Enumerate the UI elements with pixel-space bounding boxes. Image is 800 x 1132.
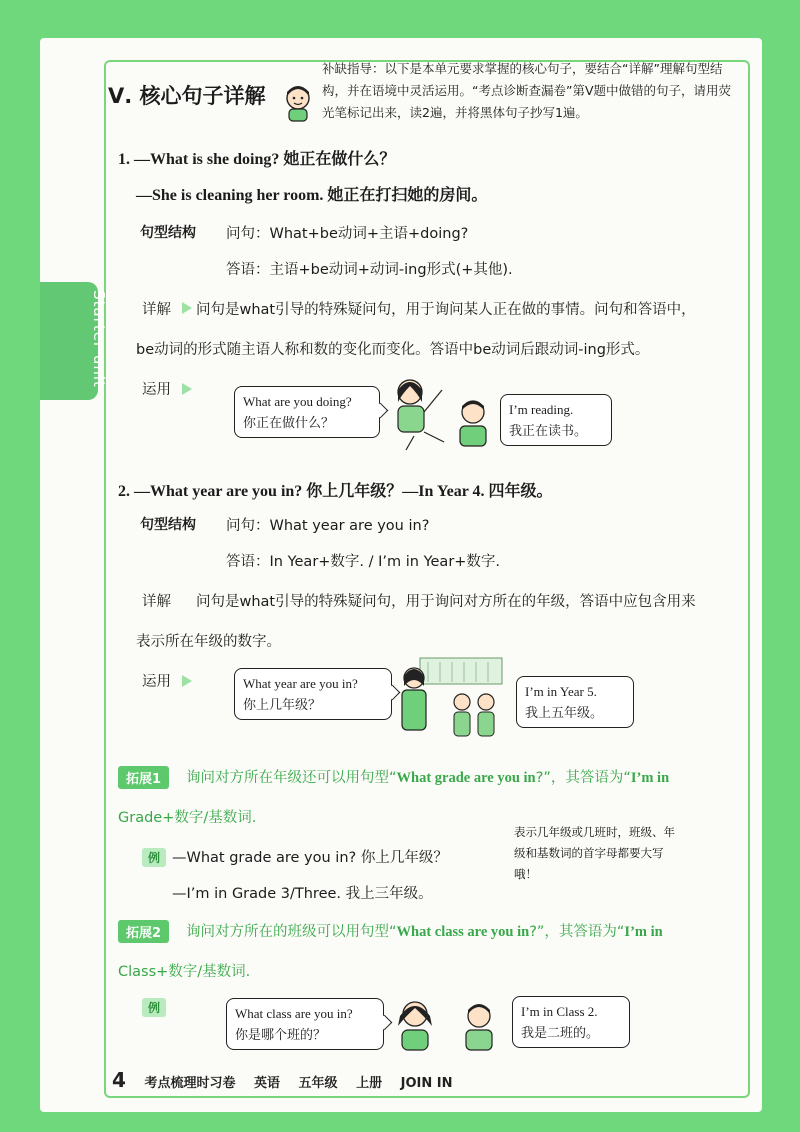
ext2-text-bold2: I’m in [624, 924, 663, 940]
section-title: Ⅴ. 核心句子详解 [108, 84, 266, 108]
side-tab-label: Starter unit [89, 290, 108, 388]
item2-use-label: 运用 [142, 674, 171, 690]
ext1-example-tag: 例 [142, 848, 166, 867]
bubble-en: I’m in Year 5. [525, 684, 597, 699]
ext1-text-mid: ?”，其答语为“ [535, 770, 631, 786]
boy-illustration [456, 998, 502, 1056]
ext1-line2: Grade+数字/基数词. [118, 810, 257, 826]
item2-explain-line2: 表示所在年级的数字。 [136, 634, 281, 650]
ext2-left-bubble [226, 998, 384, 1050]
side-tab [40, 282, 108, 400]
item2-structure-label: 句型结构 [140, 517, 196, 533]
footer-subject: 英语 [254, 1076, 281, 1091]
bubble-en: What class are you in? [235, 1006, 353, 1021]
bubble-cn: 你上几年级？ [243, 697, 322, 712]
item1-question: 1. —What is she doing? 她正在做什么？ [118, 151, 396, 168]
footer [112, 1068, 467, 1092]
bubble-en: What are you doing? [243, 394, 352, 409]
item1-explain-line2: be动词的形式随主语人称和数的变化而变化。答语中be动词后跟动词-ing形式。 [136, 342, 650, 358]
item2-question: 2. —What year are you in? 你上几年级？—In Year 4. 四年级。 [118, 483, 553, 500]
item1-left-bubble [234, 386, 380, 438]
ext2-text [186, 920, 746, 941]
ext2-tag: 拓展2 [118, 920, 169, 943]
footer-volume: 上册 [356, 1076, 383, 1091]
guide-text: 补缺指导：以下是本单元要求掌握的核心句子，要结合“详解”理解句型结构，并在语境中灵活运用。“考点诊断查漏卷”第Ⅴ题中做错的句子，请用荧光笔标记出来，读2遍，并将黑体句子抄写1遍。 [322, 61, 732, 120]
ext1-text-pre: 询问对方所在年级还可以用句型“ [186, 770, 397, 786]
item2-right-bubble [516, 676, 634, 728]
bubble-en: I’m in Class 2. [521, 1004, 598, 1019]
girl-phone-illustration [384, 372, 454, 456]
footer-book: 考点梳理时习卷 [144, 1076, 236, 1091]
ext1-text-bold: What grade are you in [396, 770, 536, 786]
ext2-example-tag: 例 [142, 998, 166, 1017]
bubble-cn: 我是二班的。 [521, 1025, 600, 1040]
classroom-illustration [392, 656, 504, 752]
item2-structure-a: 答语：In Year+数字. / I’m in Year+数字. [226, 554, 501, 570]
item2-left-bubble [234, 668, 392, 720]
ext1-text-bold2: I’m in [630, 770, 670, 786]
footer-edition: JOIN IN [400, 1076, 453, 1091]
bubble-cn: 我上五年级。 [525, 705, 604, 720]
ext2-text-mid: ?”，其答语为“ [529, 924, 625, 940]
bubble-cn: 我正在读书。 [509, 423, 588, 438]
ext2-text-pre: 询问对方所在的班级可以用句型“ [186, 924, 397, 940]
item1-explain-line1: 问句是what引导的特殊疑问句，用于询问某人正在做的事情。问句和答语中， [196, 302, 696, 318]
item1-right-bubble [500, 394, 612, 446]
bubble-en: I’m reading. [509, 402, 574, 417]
item2-structure-q: 问句：What year are you in? [226, 518, 430, 534]
item1-answer: —She is cleaning her room. 她正在打扫她的房间。 [136, 187, 488, 204]
girl-illustration [390, 996, 440, 1056]
item1-structure-label: 句型结构 [140, 225, 196, 241]
ext1-text [186, 766, 746, 787]
footer-grade: 五年级 [298, 1076, 338, 1091]
item1-use-label: 运用 [142, 382, 171, 398]
bubble-cn: 你是哪个班的？ [235, 1027, 327, 1042]
ext1-example-a: —I’m in Grade 3/Three. 我上三年级。 [172, 886, 433, 902]
girl-guide-icon [280, 82, 316, 122]
item1-explain-label: 详解 [142, 302, 171, 318]
item1-structure-a: 答语：主语+be动词+动词-ing形式(+其他). [226, 262, 513, 278]
page-number: 4 [112, 1068, 126, 1092]
ext1-tag: 拓展1 [118, 766, 169, 789]
bubble-en: What year are you in? [243, 676, 358, 691]
ext2-line2: Class+数字/基数词. [118, 964, 251, 980]
ext1-example-q: —What grade are you in? 你上几年级？ [172, 850, 448, 866]
ext2-text-bold: What class are you in [396, 924, 530, 940]
boy-reading-illustration [448, 396, 498, 452]
item2-explain-line1: 问句是what引导的特殊疑问句，用于询问对方所在的年级，答语中应包含用来 [196, 594, 696, 610]
item2-explain-label: 详解 [142, 594, 171, 610]
bubble-cn: 你正在做什么？ [243, 415, 335, 430]
content-frame [104, 60, 750, 1098]
ext2-right-bubble [512, 996, 630, 1048]
item1-structure-q: 问句：What+be动词+主语+doing? [226, 226, 469, 242]
handwritten-note: 表示几年级或几班时，班级、年级和基数词的首字母都要大写哦！ [514, 825, 675, 881]
